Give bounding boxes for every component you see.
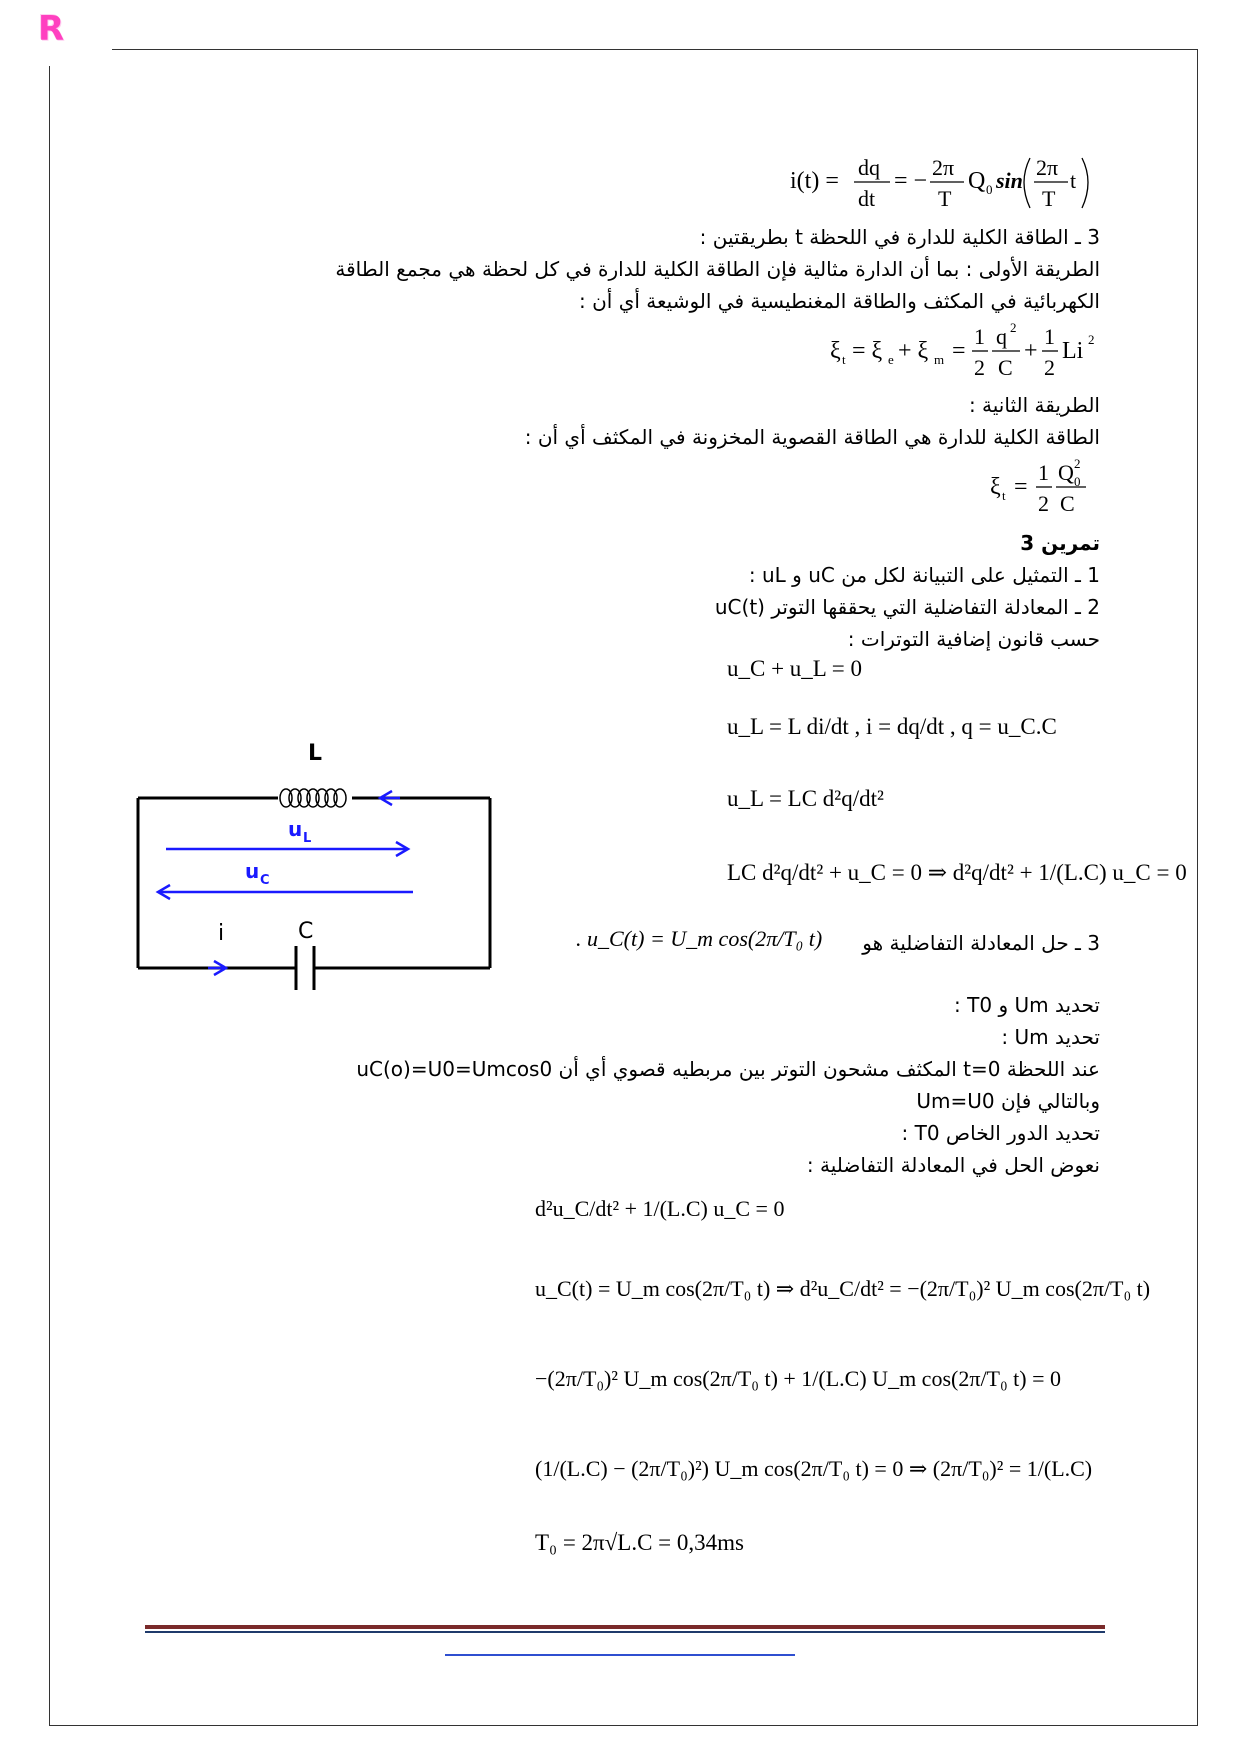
question-1: 1 ـ التمثيل على التبيانة لكل من uC و uL : xyxy=(748,563,1100,587)
svg-text:=: = xyxy=(1014,474,1028,500)
svg-text:C: C xyxy=(1060,491,1075,516)
label-C: C xyxy=(298,919,314,944)
footer-divider-blue xyxy=(145,1631,1105,1633)
svg-text:T: T xyxy=(1042,186,1056,211)
svg-text:1: 1 xyxy=(974,324,985,349)
svg-text:=: = xyxy=(952,338,966,364)
footer-link-underline[interactable] xyxy=(445,1654,795,1656)
energy-heading: 3 ـ الطاقة الكلية للدارة في اللحظة t بطريقتين : xyxy=(699,225,1100,249)
exercise-title: تمرين 3 xyxy=(1020,531,1100,555)
frame-left-border xyxy=(49,66,50,1726)
question-2: 2 ـ المعادلة التفاضلية التي يحققها التوتر uC(t) xyxy=(714,595,1100,619)
frame-bottom-border xyxy=(49,1725,1198,1726)
svg-text:2: 2 xyxy=(1088,332,1095,347)
svg-text:Li: Li xyxy=(1062,338,1084,364)
svg-text:t: t xyxy=(1070,168,1077,193)
svg-text:2π: 2π xyxy=(1036,155,1059,180)
svg-text:2: 2 xyxy=(974,355,985,380)
svg-text:Q: Q xyxy=(1058,460,1074,485)
svg-text:m: m xyxy=(934,352,945,367)
svg-text:t: t xyxy=(842,352,846,367)
svg-text:i(t) =: i(t) = xyxy=(790,168,839,194)
svg-text:2: 2 xyxy=(1074,456,1081,471)
svg-text:dq: dq xyxy=(858,155,880,180)
svg-text:sin: sin xyxy=(996,168,1023,193)
svg-text:t: t xyxy=(1002,488,1006,503)
method1-line-a: الطريقة الأولى : بما أن الدارة مثالية فإن الطاقة الكلية للدارة في كل لحظة هي مجمع الطاقة xyxy=(335,257,1100,281)
equation-verify-line-4: (1/(L.C) − (2π/T₀)²) U_m cos(2π/T₀ t) = 0 ⇒ (2π/T₀)² = 1/(L.C) xyxy=(535,1456,1093,1481)
voltage-law-line: حسب قانون إضافية التوترات : xyxy=(847,627,1100,651)
svg-text:= ξ: = ξ xyxy=(852,338,883,364)
svg-text:e: e xyxy=(888,352,894,367)
logo-letter: R xyxy=(38,9,65,49)
label-L: L xyxy=(308,741,323,766)
svg-text:Q: Q xyxy=(968,168,986,194)
equation-energy-total xyxy=(830,320,1100,391)
frame-top-border xyxy=(112,49,1198,50)
svg-text:1: 1 xyxy=(1044,324,1055,349)
capacitor-icon xyxy=(296,946,314,990)
equation-diff-line-3: u_L = LC d²q/dt² xyxy=(727,786,884,811)
label-i: i xyxy=(218,921,225,946)
svg-text:1: 1 xyxy=(1038,460,1049,485)
uC-arrow-icon xyxy=(158,885,413,899)
label-uC-sub: C xyxy=(260,873,270,888)
svg-text:+: + xyxy=(1024,338,1038,364)
svg-text:q: q xyxy=(996,324,1007,349)
svg-text:ξ: ξ xyxy=(990,474,1001,500)
determine-um: تحديد Um : xyxy=(1001,1025,1100,1049)
svg-text:C: C xyxy=(998,355,1013,380)
label-uC: u xyxy=(245,859,260,883)
equation-diff-line-1: u_C + u_L = 0 xyxy=(727,656,862,681)
determine-um-t0: تحديد Um و T0 : xyxy=(954,993,1100,1017)
initial-condition: عند اللحظة t=0 المكثف مشحون التوتر بين مربطيه قصوي أي أن uC(o)=U0=Umcos0 xyxy=(356,1057,1100,1081)
svg-text:dt: dt xyxy=(858,186,876,211)
equation-verify-line-1: d²u_C/dt² + 1/(L.C) u_C = 0 xyxy=(535,1196,785,1221)
question-3: 3 ـ حل المعادلة التفاضلية هو xyxy=(862,931,1100,955)
method2-body: الطاقة الكلية للدارة هي الطاقة القصوية المخزونة في المكثف أي أن : xyxy=(524,425,1100,449)
equation-verify-line-3: −(2π/T₀)² U_m cos(2π/T₀ t) + 1/(L.C) U_m cos(2π/T₀ t) = 0 xyxy=(535,1366,1062,1391)
frame-right-border xyxy=(1197,49,1198,1726)
svg-text:0: 0 xyxy=(1074,474,1081,489)
svg-text:T: T xyxy=(938,186,952,211)
method2-title: الطريقة الثانية : xyxy=(968,393,1100,417)
equation-diff-line-2: u_L = L di/dt , i = dq/dt , q = u_C.C xyxy=(727,714,1057,739)
equation-current xyxy=(790,150,1090,227)
equation-energy-capacitor xyxy=(990,456,1100,527)
coil-current-arrow-icon xyxy=(380,791,400,805)
svg-text:2: 2 xyxy=(1038,491,1049,516)
svg-text:= −: = − xyxy=(894,168,928,194)
determine-period: تحديد الدور الخاص T0 : xyxy=(901,1121,1100,1145)
um-equals-u0: وبالتالي فإن Um=U0 xyxy=(916,1089,1100,1113)
equation-verify-line-2: u_C(t) = U_m cos(2π/T₀ t) ⇒ d²u_C/dt² = −(2π/T₀)² U_m cos(2π/T₀ t) xyxy=(535,1276,1151,1301)
footer-divider-red xyxy=(145,1625,1105,1629)
equation-diff-line-4: LC d²q/dt² + u_C = 0 ⇒ d²q/dt² + 1/(L.C) u_C = 0 xyxy=(727,860,1187,885)
uL-arrow-icon xyxy=(166,842,408,856)
svg-text:ξ: ξ xyxy=(830,338,841,364)
svg-text:2: 2 xyxy=(1010,320,1017,335)
inductor-coil-icon xyxy=(280,789,346,807)
substitute-line: نعوض الحل في المعادلة التفاضلية : xyxy=(806,1153,1100,1177)
equation-solution: . u_C(t) = U_m cos(2π/T₀ t) xyxy=(576,926,823,951)
lc-circuit-diagram xyxy=(130,740,510,1010)
svg-text:2π: 2π xyxy=(932,155,955,180)
method1-line-b: الكهربائية في المكثف والطاقة المغنطيسية في الوشيعة أي أن : xyxy=(579,289,1100,313)
svg-text:2: 2 xyxy=(1044,355,1055,380)
equation-period-result: T₀ = 2π√L.C = 0,34ms xyxy=(535,1530,744,1555)
label-uL: u xyxy=(288,817,303,841)
label-uL-sub: L xyxy=(303,831,312,846)
current-i-arrow-icon xyxy=(208,961,226,975)
svg-text:+ ξ: + ξ xyxy=(898,338,929,364)
svg-text:0: 0 xyxy=(986,182,993,197)
